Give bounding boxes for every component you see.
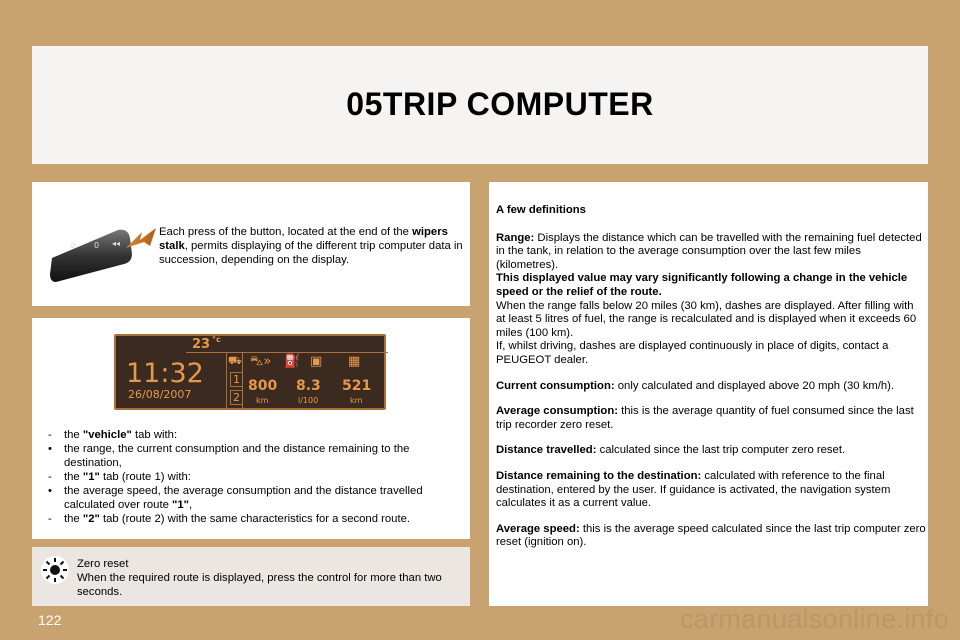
list-item: - the "1" tab (route 1) with: bbox=[48, 471, 191, 483]
svg-text:◂◂: ◂◂ bbox=[112, 239, 121, 248]
wiper-stalk-panel bbox=[32, 182, 470, 306]
fuel-can-icon: ▣ bbox=[310, 354, 323, 369]
svg-text:⊘: ⊘ bbox=[70, 241, 77, 250]
lcd-value-remaining: 521 bbox=[342, 378, 372, 394]
tip-sun-icon bbox=[40, 555, 70, 585]
page-number: 122 bbox=[38, 612, 62, 628]
chapter-title: 05TRIP COMPUTER bbox=[346, 86, 654, 122]
list-item: - the "2" tab (route 2) with the same characteristics for a second route. bbox=[48, 513, 411, 525]
definition-distance-remaining: Distance remaining to the destination: calculated with reference to the final destination, entered by the user. If guidance is activated, the navigation system calculates it as a current value. bbox=[496, 469, 891, 510]
definition-current-consumption: Current consumption: only calculated and displayed above 20 mph (30 km/h). bbox=[496, 379, 895, 392]
lcd-unit-remaining: km bbox=[350, 396, 363, 405]
lcd-time: 11:32 bbox=[126, 358, 204, 389]
lcd-unit-consumption: l/100 bbox=[298, 396, 319, 405]
tip-body: When the required route is displayed, press the control for more than two seconds. bbox=[77, 572, 442, 598]
lcd-unit-range: km bbox=[256, 396, 269, 405]
car-icon: ⛍» bbox=[250, 354, 272, 369]
definition-average-speed: Average speed: this is the average speed calculated since the last trip computer zero reset (ignition on). bbox=[496, 522, 926, 549]
checkered-flag-icon: ▦ bbox=[348, 354, 361, 369]
tip-title: Zero reset bbox=[77, 558, 129, 570]
lcd-temperature: 23 bbox=[192, 337, 211, 352]
definition-average-consumption: Average consumption: this is the average quantity of fuel consumed since the last trip recorder zero reset. bbox=[496, 405, 914, 431]
definition-range: Range: Displays the distance which can be travelled with the remaining fuel detected in the tank, in relation to the average consumption over the last few miles (kilometres). This displayed value may vary significantly following a change in the vehicle speed or the relief of the route. When the range falls below 20 miles (30 km), dashes are displayed. After filling with at least 5 litres of fuel, the range is recalculated and is displayed when it exceeds 60 miles (100 km). If, whilst driving, dashes are displayed continuously in place of digits, contact a PEUGEOT dealer. bbox=[496, 231, 922, 366]
lcd-date: 26/08/2007 bbox=[128, 388, 192, 401]
zero-reset-tip-panel bbox=[32, 547, 470, 606]
lcd-tab-1: 1 bbox=[230, 372, 243, 387]
definition-distance-travelled: Distance travelled: calculated since the last trip computer zero reset. bbox=[496, 444, 846, 457]
display-tab-list bbox=[46, 428, 464, 526]
stalk-description: Each press of the button, located at the end of the wipers stalk, permits displaying of the different trip computer data in succession, depending on the display. bbox=[159, 226, 463, 266]
list-item: - the "vehicle" tab with: bbox=[48, 429, 178, 441]
definitions-heading: A few definitions bbox=[496, 204, 586, 216]
definitions-panel bbox=[489, 182, 928, 606]
header-panel bbox=[32, 46, 928, 164]
vehicle-tab-icon: ⛟ bbox=[228, 354, 242, 367]
svg-text:0: 0 bbox=[94, 241, 100, 250]
tip-text bbox=[77, 557, 467, 599]
lcd-tab-2: 2 bbox=[230, 390, 243, 405]
list-item: • the average speed, the average consumption and the distance travelled calculated over route "1", bbox=[48, 485, 423, 511]
watermark: carmanualsonline.info bbox=[680, 604, 949, 634]
wiper-stalk-illustration bbox=[48, 220, 158, 286]
trip-computer-display bbox=[114, 334, 386, 410]
list-item: • the range, the current consumption and the distance remaining to the destination, bbox=[48, 443, 410, 469]
fuel-pump-icon: ⛽ bbox=[284, 354, 301, 369]
definitions-list bbox=[496, 204, 926, 559]
display-panel bbox=[32, 318, 470, 539]
lcd-value-consumption: 8.3 bbox=[296, 378, 321, 394]
lcd-value-range: 800 bbox=[248, 378, 278, 394]
lcd-temperature-unit: °c bbox=[212, 335, 221, 344]
